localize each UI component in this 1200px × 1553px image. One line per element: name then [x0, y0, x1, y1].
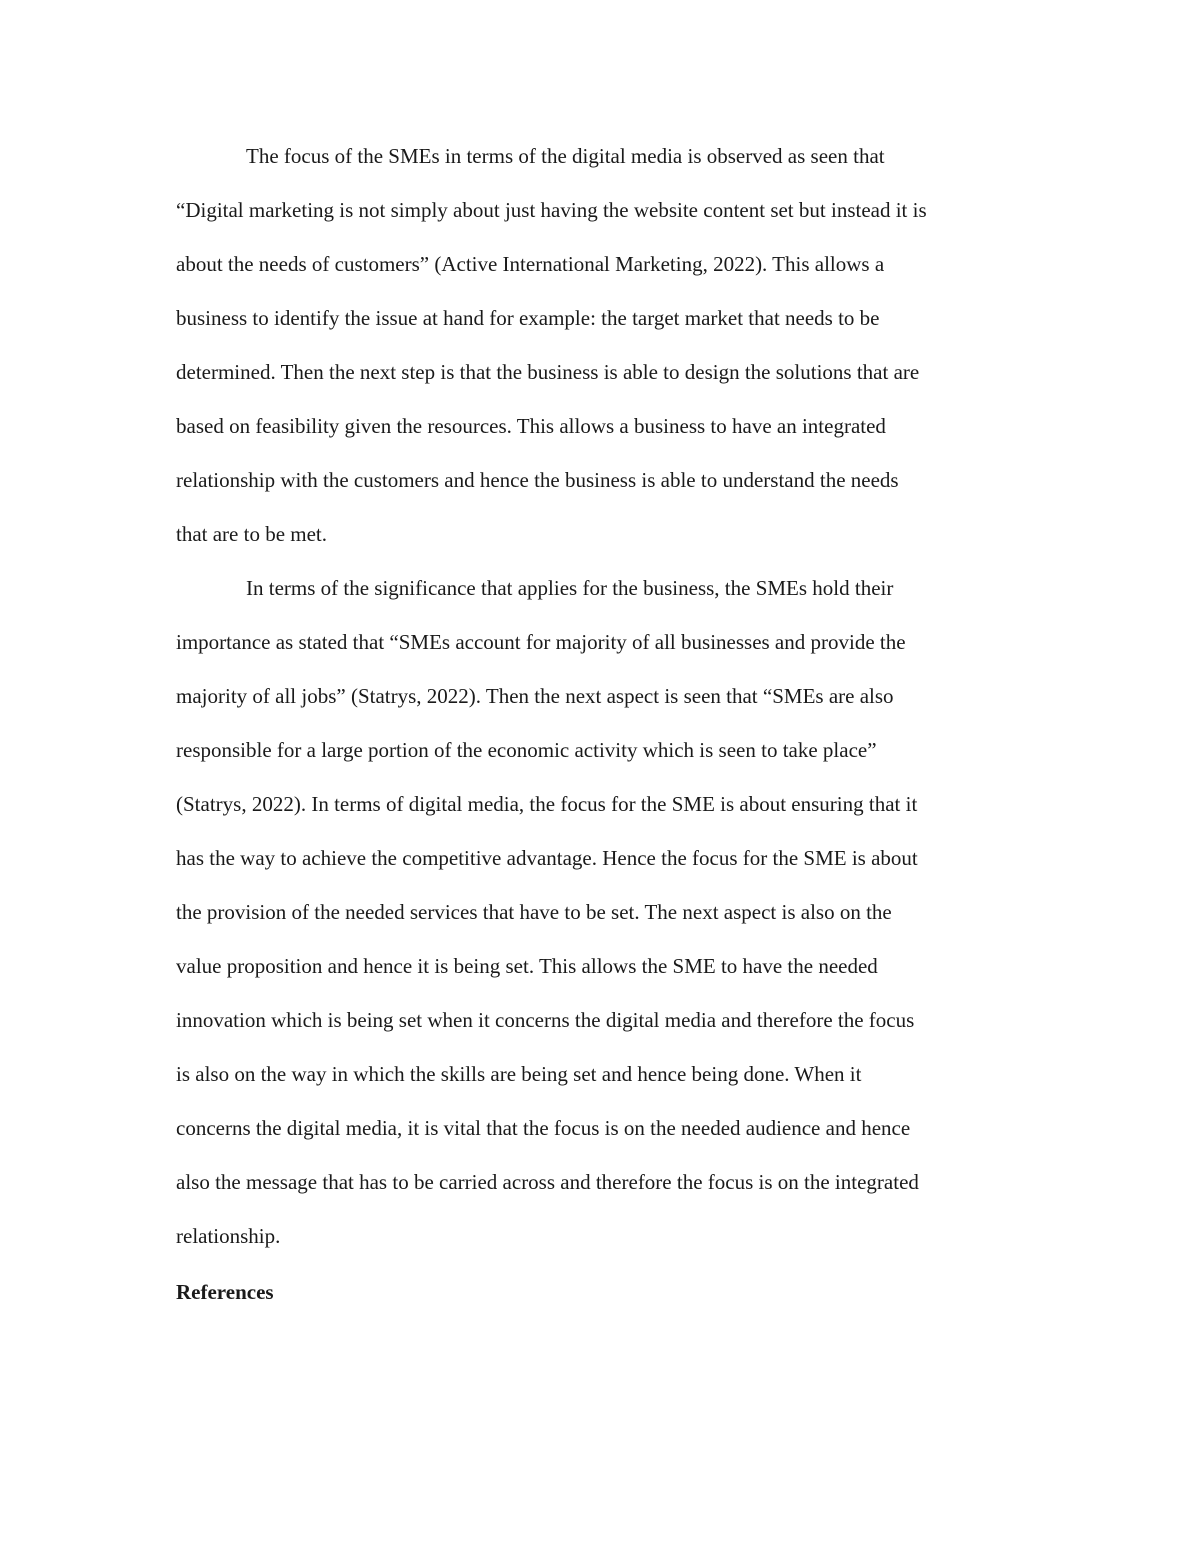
paragraph-2-line-8: value proposition and hence it is being set. This allows the SME to have the needed [176, 954, 878, 978]
paragraph-1-line-7: relationship with the customers and hence the business is able to understand the needs [176, 468, 899, 492]
paragraph-2-line-11: concerns the digital media, it is vital that the focus is on the needed audience and hence [176, 1116, 911, 1140]
paragraph-2-line-4: responsible for a large portion of the economic activity which is seen to take place” [176, 738, 877, 762]
paragraph-2-line-6: has the way to achieve the competitive advantage. Hence the focus for the SME is about [176, 846, 918, 870]
paragraph-2-line-2: importance as stated that “SMEs account for majority of all businesses and provide the [176, 630, 906, 654]
paragraph-2-line-3: majority of all jobs” (Statrys, 2022). Then the next aspect is seen that “SMEs are also [176, 684, 894, 708]
references-heading: References [176, 1280, 274, 1304]
paragraph-1-line-4: business to identify the issue at hand for example: the target market that needs to be [176, 306, 880, 330]
paragraph-2-line-9: innovation which is being set when it concerns the digital media and therefore the focus [176, 1008, 915, 1032]
paragraph-1-line-2: “Digital marketing is not simply about just having the website content set but instead it is [176, 198, 927, 222]
paragraph-1-line-8: that are to be met. [176, 522, 328, 546]
paragraph-1-line-5: determined. Then the next step is that the business is able to design the solutions that are [176, 360, 920, 384]
paragraph-2-line-5: (Statrys, 2022). In terms of digital media, the focus for the SME is about ensuring that it [176, 792, 918, 816]
paragraph-1-line-3: about the needs of customers” (Active International Marketing, 2022). This allows a [176, 252, 885, 276]
paragraph-2-line-1: In terms of the significance that applies for the business, the SMEs hold their [246, 576, 894, 600]
paragraph-1-line-6: based on feasibility given the resources. This allows a business to have an integrated [176, 414, 886, 438]
paragraph-2-line-7: the provision of the needed services that have to be set. The next aspect is also on the [176, 900, 892, 924]
paragraph-1-line-1: The focus of the SMEs in terms of the digital media is observed as seen that [246, 144, 885, 168]
paragraph-2-line-13: relationship. [176, 1224, 281, 1248]
paragraph-2-line-12: also the message that has to be carried across and therefore the focus is on the integrated [176, 1170, 919, 1194]
paragraph-2-line-10: is also on the way in which the skills are being set and hence being done. When it [176, 1062, 862, 1086]
